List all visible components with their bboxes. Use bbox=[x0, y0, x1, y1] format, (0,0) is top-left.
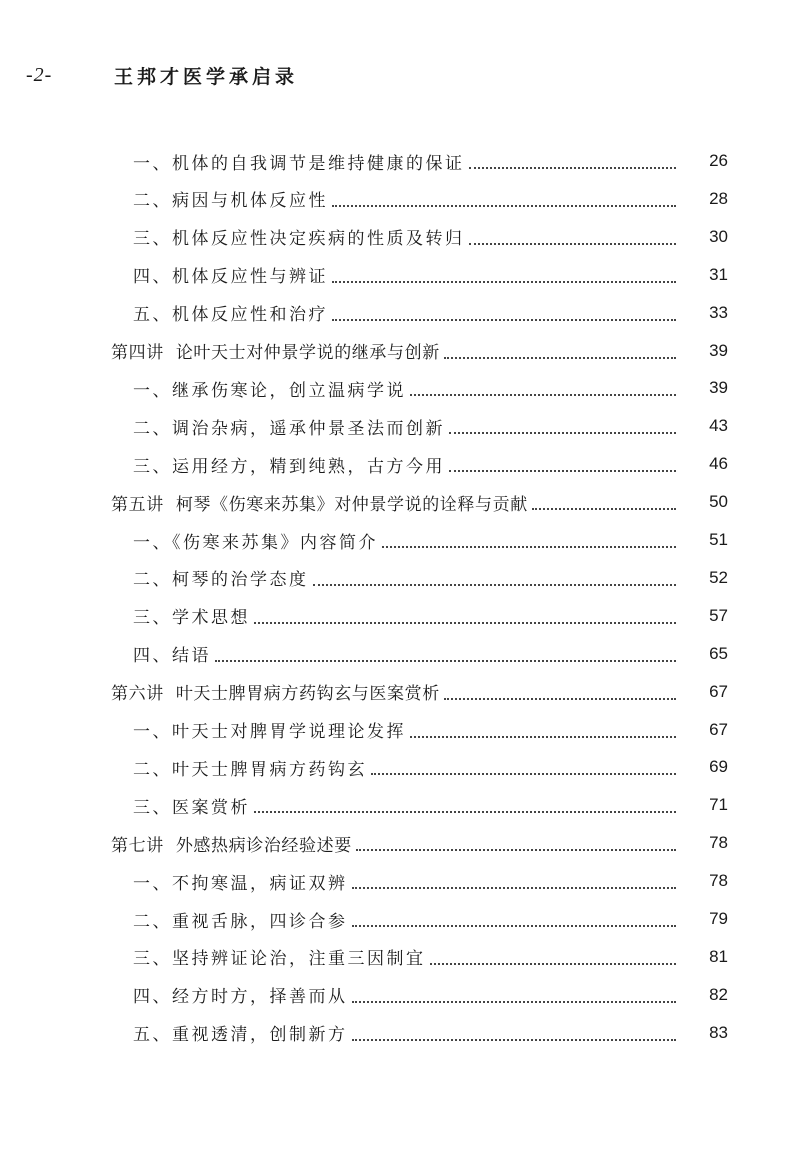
toc-entry-text bbox=[133, 294, 676, 332]
page-header bbox=[26, 60, 298, 90]
toc-entry-text bbox=[111, 673, 676, 711]
toc-section-entry[interactable] bbox=[0, 294, 800, 332]
section-title: 三、运用经方，精到纯熟，古方今用 bbox=[133, 456, 445, 477]
toc-section-entry[interactable] bbox=[0, 748, 800, 786]
dot-leader bbox=[352, 1001, 677, 1003]
toc-page-number: 65 bbox=[709, 643, 728, 663]
dot-leader bbox=[332, 319, 676, 321]
toc-section-entry[interactable] bbox=[0, 1014, 800, 1052]
toc-page-number: 71 bbox=[709, 795, 728, 815]
section-title: 一、叶天士对脾胃学说理论发挥 bbox=[133, 722, 406, 742]
toc-section-entry[interactable] bbox=[0, 407, 800, 445]
toc-page-number: 51 bbox=[709, 530, 728, 549]
toc-chapter-entry[interactable] bbox=[0, 483, 800, 521]
section-title: 三、机体反应性决定疾病的性质及转归 bbox=[133, 229, 465, 250]
toc-section-entry[interactable] bbox=[0, 976, 800, 1014]
toc-section-entry[interactable] bbox=[0, 369, 800, 407]
toc-page-number: 33 bbox=[709, 302, 728, 322]
section-title: 三、学术思想 bbox=[133, 608, 250, 629]
toc-page-number: 26 bbox=[709, 151, 728, 170]
dot-leader bbox=[410, 736, 676, 738]
section-title: 四、经方时方，择善而从 bbox=[133, 987, 348, 1008]
toc-section-entry[interactable] bbox=[0, 711, 800, 749]
toc-page-number: 39 bbox=[709, 378, 728, 398]
toc-entry-text bbox=[133, 711, 676, 749]
chapter-label: 第六讲 bbox=[111, 684, 164, 705]
toc-section-entry[interactable] bbox=[0, 635, 800, 673]
section-title: 二、病因与机体反应性 bbox=[133, 191, 328, 212]
dot-leader bbox=[449, 470, 676, 472]
dot-leader bbox=[469, 167, 677, 169]
toc-page-number: 46 bbox=[709, 454, 728, 474]
toc-entry-text bbox=[133, 142, 676, 180]
dot-leader bbox=[371, 773, 676, 775]
section-title: 三、坚持辨证论治，注重三因制宜 bbox=[133, 949, 426, 970]
section-title: 五、机体反应性和治疗 bbox=[133, 305, 328, 326]
chapter-title: 柯琴《伤寒来苏集》对仲景学说的诠释与贡献 bbox=[175, 494, 528, 515]
toc-page-number: 67 bbox=[709, 681, 728, 701]
toc-entry-text bbox=[133, 407, 676, 445]
toc-entry-text bbox=[133, 180, 676, 218]
dot-leader bbox=[532, 508, 676, 510]
section-title: 二、柯琴的治学态度 bbox=[133, 570, 309, 591]
dot-leader bbox=[444, 357, 676, 359]
dot-leader bbox=[332, 281, 676, 283]
dot-leader bbox=[352, 887, 677, 889]
section-title: 三、医案赏析 bbox=[133, 797, 250, 818]
toc-section-entry[interactable] bbox=[0, 142, 800, 180]
toc-section-entry[interactable] bbox=[0, 445, 800, 483]
chapter-label: 第四讲 bbox=[111, 343, 164, 363]
section-title: 四、结语 bbox=[133, 646, 211, 667]
toc-section-entry[interactable] bbox=[0, 900, 800, 938]
dot-leader bbox=[313, 584, 677, 586]
toc-section-entry[interactable] bbox=[0, 862, 800, 900]
toc-entry-text bbox=[111, 824, 676, 862]
toc-entry-text bbox=[133, 521, 676, 559]
section-title: 二、叶天士脾胃病方药钩玄 bbox=[133, 759, 367, 780]
page-number: -2- bbox=[26, 63, 53, 86]
toc-section-entry[interactable] bbox=[0, 256, 800, 294]
toc-entry-text bbox=[133, 369, 676, 407]
dot-leader bbox=[356, 849, 676, 851]
section-title: 二、调治杂病，遥承仲景圣法而创新 bbox=[133, 418, 445, 439]
section-title: 一、继承伤寒论，创立温病学说 bbox=[133, 380, 406, 401]
dot-leader bbox=[332, 205, 676, 207]
toc-entry-text bbox=[133, 786, 676, 824]
toc-page-number: 83 bbox=[709, 1022, 728, 1042]
toc-chapter-entry[interactable] bbox=[0, 673, 800, 711]
chapter-label: 第七讲 bbox=[111, 835, 164, 856]
section-title: 二、重视舌脉，四诊合参 bbox=[133, 911, 348, 932]
section-title: 四、机体反应性与辨证 bbox=[133, 267, 328, 288]
toc-chapter-entry[interactable] bbox=[0, 824, 800, 862]
toc-page-number: 67 bbox=[709, 719, 728, 739]
toc-entry-text bbox=[133, 976, 676, 1014]
dot-leader bbox=[444, 698, 676, 700]
dot-leader bbox=[382, 546, 676, 548]
chapter-title: 论叶天士对仲景学说的继承与创新 bbox=[175, 343, 440, 363]
toc-page-number: 69 bbox=[709, 757, 728, 777]
toc-page-number: 78 bbox=[709, 871, 728, 891]
toc-entry-text bbox=[133, 748, 676, 786]
running-title: 王邦才医学承启录 bbox=[114, 65, 299, 88]
toc-entry-text bbox=[133, 938, 676, 976]
toc-page-number: 50 bbox=[709, 492, 728, 512]
toc-page-number: 30 bbox=[709, 226, 728, 246]
toc-page-number: 39 bbox=[709, 340, 728, 360]
dot-leader bbox=[352, 1039, 677, 1041]
toc-entry-text bbox=[111, 483, 676, 521]
dot-leader bbox=[449, 432, 676, 434]
toc-section-entry[interactable] bbox=[0, 559, 800, 597]
toc-page-number: 79 bbox=[709, 909, 728, 928]
chapter-label: 第五讲 bbox=[111, 494, 164, 515]
dot-leader bbox=[430, 963, 677, 965]
toc-entry-text bbox=[133, 559, 676, 597]
toc-page-number: 57 bbox=[709, 605, 728, 625]
dot-leader bbox=[254, 622, 676, 624]
toc-page-number: 82 bbox=[709, 984, 728, 1004]
chapter-title: 外感热病诊治经验述要 bbox=[175, 835, 352, 856]
section-title: 一、机体的自我调节是维持健康的保证 bbox=[133, 153, 465, 174]
toc-entry-text bbox=[111, 332, 676, 370]
toc-entry-text bbox=[133, 1014, 676, 1052]
toc-entry-text bbox=[133, 862, 676, 900]
toc-section-entry[interactable] bbox=[0, 786, 800, 824]
toc-entry-text bbox=[133, 218, 676, 256]
dot-leader bbox=[215, 660, 676, 662]
dot-leader bbox=[410, 394, 676, 396]
toc-section-entry[interactable] bbox=[0, 938, 800, 976]
toc-section-entry[interactable] bbox=[0, 521, 800, 559]
toc-page-number: 28 bbox=[709, 188, 728, 208]
toc-entry-text bbox=[133, 256, 676, 294]
toc-entry-text bbox=[133, 900, 676, 938]
dot-leader bbox=[254, 811, 676, 813]
section-title: 一、不拘寒温，病证双辨 bbox=[133, 873, 348, 894]
section-title: 五、重视透清，创制新方 bbox=[133, 1025, 348, 1046]
chapter-title: 叶天士脾胃病方药钩玄与医案赏析 bbox=[175, 684, 440, 705]
toc-section-entry[interactable] bbox=[0, 218, 800, 256]
toc-chapter-entry[interactable] bbox=[0, 332, 800, 370]
toc-page-number: 43 bbox=[709, 416, 728, 436]
toc-entry-text bbox=[133, 635, 676, 673]
toc-entry-text bbox=[133, 597, 676, 635]
toc-section-entry[interactable] bbox=[0, 597, 800, 635]
toc-page-number: 31 bbox=[709, 264, 728, 284]
toc-page-number: 78 bbox=[709, 833, 728, 853]
section-title: 一、《伤寒来苏集》内容简介 bbox=[133, 532, 378, 553]
toc-section-entry[interactable] bbox=[0, 180, 800, 218]
toc-page-number: 81 bbox=[709, 946, 728, 966]
dot-leader bbox=[469, 243, 677, 245]
toc-entry-text bbox=[133, 445, 676, 483]
dot-leader bbox=[352, 925, 677, 927]
toc-page-number: 52 bbox=[709, 567, 728, 587]
